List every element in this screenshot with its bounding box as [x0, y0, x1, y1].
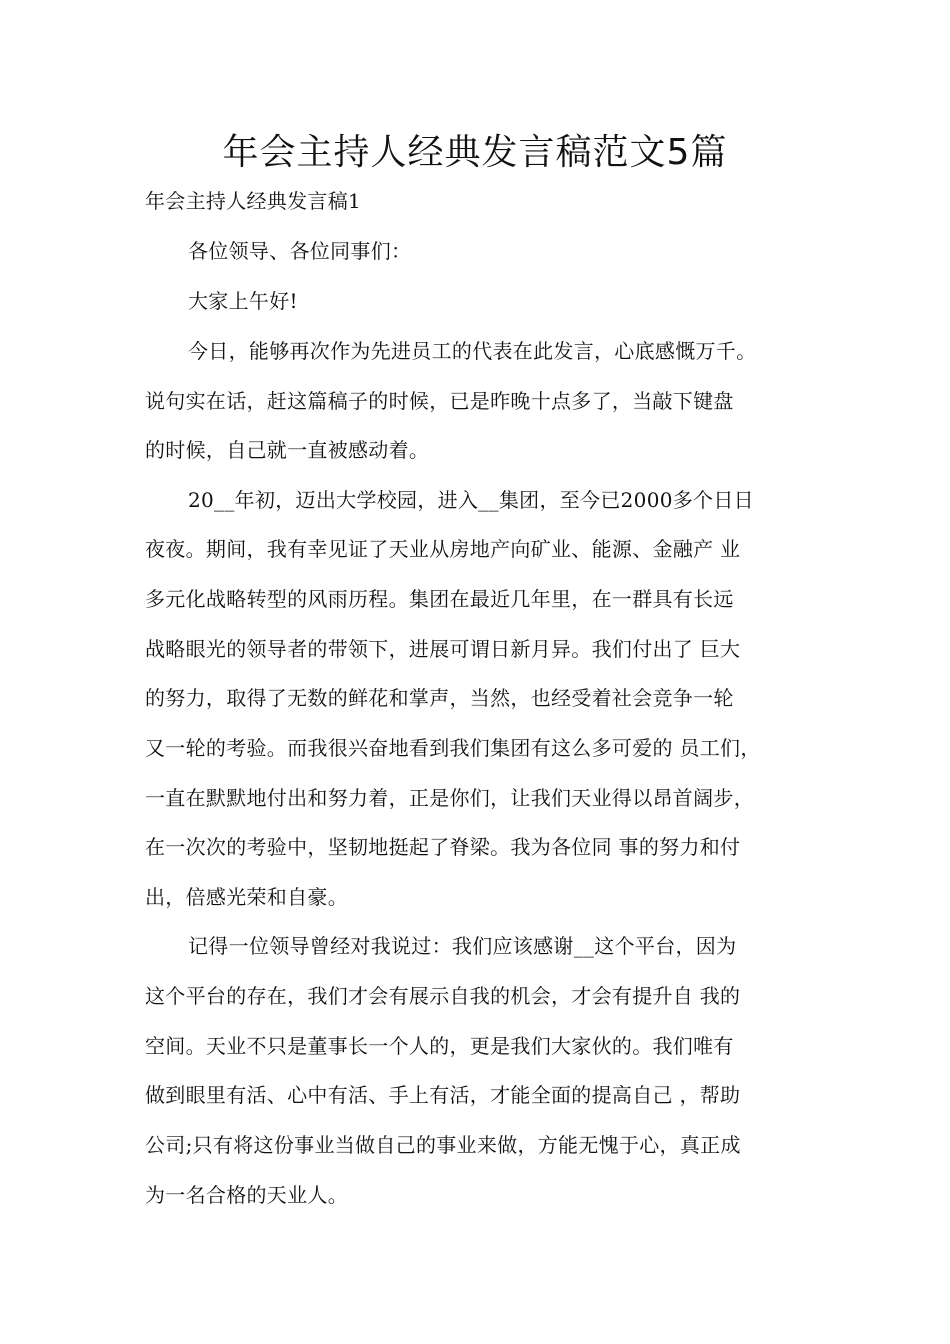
paragraph-line: 今日，能够再次作为先进员工的代表在此发言，心底感慨万千。 — [188, 339, 757, 363]
paragraph-line: 出，倍感光荣和自豪。 — [145, 885, 348, 909]
paragraph-line: 说句实在话，赶这篇稿子的时候，已是昨晚十点多了，当敲下键盘 — [145, 389, 734, 413]
paragraph-line: 战略眼光的领导者的带领下，进展可谓日新月异。我们付出了 巨大 — [145, 637, 741, 661]
paragraph-line: 空间。天业不只是董事长一个人的，更是我们大家伙的。我们唯有 — [145, 1034, 734, 1058]
paragraph-line: 的时候，自己就一直被感动着。 — [145, 438, 430, 462]
paragraph-line: 的努力，取得了无数的鲜花和掌声，当然，也经受着社会竞争一轮 — [145, 686, 734, 710]
paragraph-line: 这个平台的存在，我们才会有展示自我的机会，才会有提升自 我的 — [145, 984, 741, 1008]
paragraph-line: 记得一位领导曾经对我说过：我们应该感谢__这个平台，因为 — [188, 934, 737, 958]
document-title: 年会主持人经典发言稿范文5篇 — [222, 132, 728, 173]
paragraph-line: 多元化战略转型的风雨历程。集团在最近几年里，在一群具有长远 — [145, 587, 734, 611]
paragraph-line: 20__年初，迈出大学校园，进入__集团，至今已2000多个日日 — [188, 488, 754, 512]
paragraph-line: 在一次次的考验中，坚韧地挺起了脊梁。我为各位同 事的努力和付 — [145, 835, 741, 859]
paragraph-line: 各位领导、各位同事们： — [188, 239, 412, 263]
paragraph-line: 又一轮的考验。而我很兴奋地看到我们集团有这么多可爱的 员工们， — [145, 736, 761, 760]
paragraph-line: 夜夜。期间，我有幸见证了天业从房地产向矿业、能源、金融产 业 — [145, 537, 741, 561]
paragraph-line: 公司;只有将这份事业当做自己的事业来做，方能无愧于心，真正成 — [145, 1133, 741, 1157]
paragraph-line: 大家上午好! — [188, 289, 298, 313]
section-heading: 年会主持人经典发言稿1 — [145, 189, 362, 213]
paragraph-line: 一直在默默地付出和努力着，正是你们，让我们天业得以昂首阔步， — [145, 786, 754, 810]
paragraph-line: 为一名合格的天业人。 — [145, 1183, 348, 1207]
paragraph-line: 做到眼里有活、心中有活、手上有活，才能全面的提高自己 ，帮助 — [145, 1083, 741, 1107]
